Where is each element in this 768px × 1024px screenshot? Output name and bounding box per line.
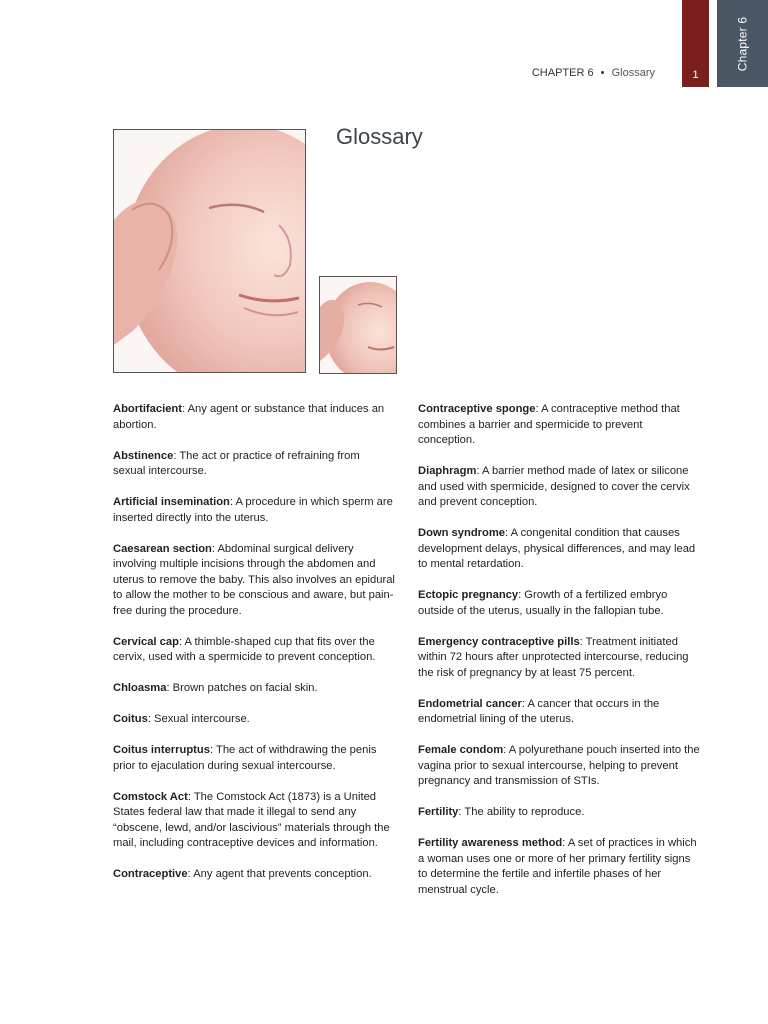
page-number-tab xyxy=(682,0,709,87)
glossary-term: Emergency contraceptive pills xyxy=(418,635,580,648)
glossary-entry xyxy=(418,805,700,821)
glossary-term: Down syndrome xyxy=(418,527,506,539)
glossary-entry xyxy=(113,867,395,883)
glossary-term: Comstock Act xyxy=(113,790,188,803)
glossary-entry xyxy=(113,790,395,852)
glossary-term: Ectopic pregnancy xyxy=(418,589,519,601)
glossary-definition: : Growth of a fertilized embryo outside of the uterus, usually in the fallopian tube. xyxy=(418,589,668,617)
glossary-term: Abstinence xyxy=(113,449,174,462)
chapter-tab xyxy=(717,0,768,87)
glossary-definition: : Treatment initiated within 72 hours after unprotected intercourse, reducing the risk of pregnancy by at least 75 percent. xyxy=(418,635,689,679)
glossary-entry xyxy=(418,588,700,619)
glossary-entry xyxy=(113,449,395,480)
glossary-entry xyxy=(418,526,700,573)
glossary-term: Caesarean section xyxy=(113,542,212,555)
glossary-entry xyxy=(113,712,395,728)
glossary-definition: : The Comstock Act (1873) is a United States federal law that made it illegal to send any “obscene, lewd, and/or lascivious” materials through the mail, including contraceptive devices and information. xyxy=(113,790,390,849)
glossary-term: Fertility xyxy=(418,806,459,818)
glossary-term: Coitus xyxy=(113,713,148,725)
glossary-term: Abortifacient xyxy=(113,403,182,415)
glossary-entry xyxy=(418,743,700,790)
chapter-label: CHAPTER 6 xyxy=(531,67,594,79)
glossary-term: Cervical cap xyxy=(113,635,179,648)
glossary-definition: : The act of withdrawing the penis prior to ejaculation during sexual intercourse. xyxy=(113,744,377,772)
page-title: Glossary xyxy=(336,124,423,149)
glossary-definition: : Brown patches on facial skin. xyxy=(166,682,318,694)
glossary-term: Fertility awareness method xyxy=(418,837,563,849)
glossary-definition: : Abdominal surgical delivery involving multiple incisions through the abdomen and uterus to remove the baby. This also involves an epidural to allow the mother to be conscious and aware, but pain-free during the procedure. xyxy=(113,542,395,617)
glossary-left-column xyxy=(113,402,395,898)
newborn-photo-large xyxy=(113,129,306,373)
glossary-definition: : A polyurethane pouch inserted into the vagina prior to sexual intercourse, helping to prevent pregnancy and transmission of STIs. xyxy=(418,744,700,787)
glossary-definition: : Sexual intercourse. xyxy=(147,713,250,725)
glossary-definition: : The act or practice of refraining from sexual intercourse. xyxy=(113,449,360,477)
glossary-definition: : A barrier method made of latex or silicone and used with spermicide, designed to cover the cervix and prevent conception. xyxy=(418,465,690,508)
glossary-term: Chloasma xyxy=(113,682,167,694)
glossary-entry xyxy=(113,542,395,620)
glossary-term: Coitus interruptus xyxy=(113,744,210,756)
glossary-definition: : Any agent that prevents conception. xyxy=(187,868,372,880)
glossary-entry xyxy=(113,681,395,697)
glossary-entry xyxy=(418,402,700,449)
glossary-term: Contraceptive xyxy=(113,868,188,880)
glossary-entry xyxy=(113,402,395,433)
glossary-definition: : The ability to reproduce. xyxy=(458,806,585,818)
glossary-entry xyxy=(418,697,700,728)
header-separator: • xyxy=(600,67,605,79)
glossary-definition: : A procedure in which sperm are inserted directly into the uterus. xyxy=(113,496,393,524)
glossary-term: Endometrial cancer xyxy=(418,697,522,710)
glossary-term: Female condom xyxy=(418,744,504,756)
glossary-term: Artificial insemination xyxy=(113,496,230,508)
glossary-term: Diaphragm xyxy=(418,465,477,477)
newborn-photo-small xyxy=(319,276,397,374)
page-number: 1 xyxy=(692,69,699,81)
glossary-definition: : A contraceptive method that combines a barrier and spermicide to prevent conception. xyxy=(418,403,680,446)
glossary-entry xyxy=(113,743,395,774)
glossary-entry xyxy=(418,464,700,511)
glossary-term: Contraceptive sponge xyxy=(418,403,536,415)
glossary-definition: : Any agent or substance that induces an abortion. xyxy=(113,403,385,431)
glossary-right-column xyxy=(418,402,700,914)
glossary-entry xyxy=(113,635,395,666)
chapter-tab-label: Chapter 6 xyxy=(735,16,750,71)
running-header xyxy=(532,67,655,79)
glossary-definition: : A thimble-shaped cup that fits over the cervix, used with a spermicide to prevent conception. xyxy=(113,635,376,663)
glossary-entry xyxy=(418,836,700,898)
glossary-definition: : A congenital condition that causes development delays, physical differences, and may lead to mental retardation. xyxy=(418,527,696,570)
glossary-entry xyxy=(113,495,395,526)
glossary-entry xyxy=(418,635,700,682)
section-label: Glossary xyxy=(611,67,655,79)
glossary-definition: : A cancer that occurs in the endometrial lining of the uterus. xyxy=(418,697,660,725)
glossary-definition: : A set of practices in which a woman uses one or more of her primary fertility signs to determine the fertile and infertile phases of her menstrual cycle. xyxy=(418,837,697,896)
